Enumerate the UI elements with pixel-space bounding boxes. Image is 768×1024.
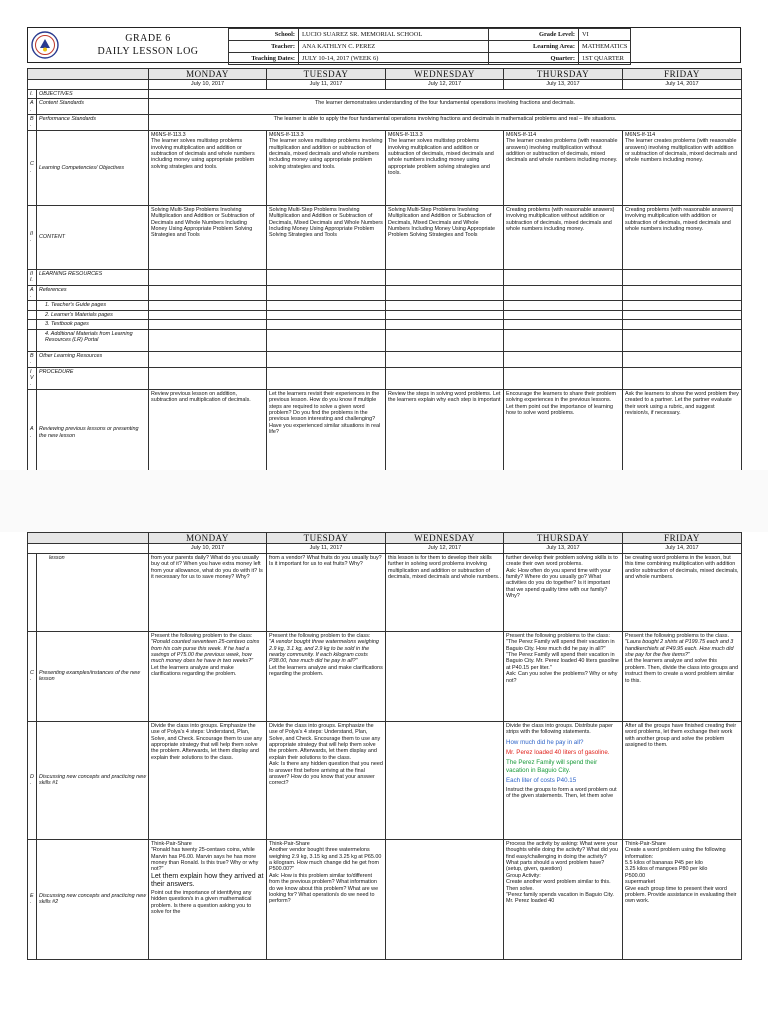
date-tuesday: July 11, 2017	[267, 544, 386, 553]
discussing-1-friday: After all the groups have finished creating their word problems, let them exchange their work with another group and solve the problem assigned to them.	[623, 721, 742, 839]
presenting-thursday: Present the following problems to the class: "The Perez Family will spend their vacation in Baguio City. How much did he pay in all?" "The Perez Family will spend their vacation in Baguio City. Mr. Perez loaded 40 liters gasoline at P40.15 per liter." Ask: Can you solve the problems? Why or why not?	[504, 631, 623, 721]
purpose-label-continued: lesson	[37, 553, 149, 631]
corner-cell	[28, 544, 149, 553]
discussing-1-monday: Divide the class into groups. Emphasize the use of Polya's 4 steps: Understand, Plan, Solve, and Check. Encourage them to use any appropriate strategy that will help them solve the problem. Afterwards, let them display and explain their solutions to the class.	[149, 721, 267, 839]
date-row	[28, 80, 742, 89]
grade-level-label: Grade Level:	[489, 29, 579, 41]
section-number: I.	[28, 89, 37, 98]
competency-thursday: M6NS-If-114 The learner creates problems (with reasonable answers) involving multiplication without addition or subtraction of decimals, mixed decimals and whole numbers including money.	[504, 130, 623, 205]
presenting-friday-intro: Present the following problems to the class.	[625, 632, 729, 639]
teaching-dates-label: Teaching Dates:	[229, 53, 299, 65]
content-monday: Solving Multi-Step Problems Involving Multiplication and Addition or Subtraction of Decimals and Whole Numbers Including Money Using Appropriate Problem Solving Strategies and Tools	[149, 205, 267, 269]
discussing-2-monday-prompt: Think-Pair-Share "Ronald has twenty 25-centavo coins, while Marvin has P6.00. Marvin says he has more money than Ronald. Is this true? Why or why not?"	[151, 840, 259, 873]
lesson-log-table-page-2	[27, 532, 742, 960]
grade-level-value: VI	[579, 29, 631, 41]
discussing-2-monday-note: Point out the importance of identifying any hidden question/s in a given mathematical problem. Is there a question asking you to solve for the	[151, 889, 252, 916]
page-gap	[0, 470, 768, 532]
day-monday: MONDAY	[149, 69, 267, 80]
content-friday: Creating problems (with reasonable answers) involving multiplication with addition or subtraction of decimals, mixed decimals and whole numbers including money.	[623, 205, 742, 269]
content-standards-text: The learner demonstrates understanding of the four fundamental operations involving fractions and decimals.	[149, 99, 742, 115]
objectives-blank	[149, 89, 742, 98]
corner-cell	[28, 533, 149, 544]
lesson-log-page-1	[0, 0, 768, 470]
presenting-wednesday	[386, 631, 504, 721]
purpose-tuesday-cont: from a vendor? What fruits do you usually buy? Is it important for us to eat fruits? Why?	[267, 553, 386, 631]
day-header-row	[28, 533, 742, 544]
grade-title: GRADE 6	[125, 33, 171, 44]
competency-monday: M6NS-If-113.3 The learner solves multistep problems involving multiplication and addition or subtraction of decimals and whole numbers including money using appropriate problem solving strategies and tools.	[149, 130, 267, 205]
header-info-table	[228, 28, 631, 65]
presenting-tuesday	[267, 631, 386, 721]
presenting-friday	[623, 631, 742, 721]
day-wednesday: WEDNESDAY	[386, 533, 504, 544]
presenting-friday-note: Let the learners analyze and solve this problem. Then, divide the class into groups and instruct them to create a word problem similar to this.	[625, 658, 739, 684]
day-monday: MONDAY	[149, 533, 267, 544]
teacher-label: Teacher:	[229, 41, 299, 53]
presenting-monday-note: Let the learners analyze and make clarifications regarding the problem.	[151, 664, 237, 678]
content-row	[28, 205, 742, 269]
date-row	[28, 544, 742, 553]
strip-question: How much did he pay in all?	[506, 738, 584, 746]
date-monday: July 10, 2017	[149, 544, 267, 553]
day-tuesday: TUESDAY	[267, 533, 386, 544]
presenting-label: Presenting examples/instances of the new lesson	[37, 631, 149, 721]
presenting-monday-intro: Present the following problem to the class:	[151, 632, 253, 639]
row-letter: C.	[28, 631, 37, 721]
learning-area-label: Learning Area:	[489, 41, 579, 53]
quarter-value: 1ST QUARTER	[579, 53, 631, 65]
row-letter: A.	[28, 99, 37, 115]
date-tuesday: July 11, 2017	[267, 80, 386, 89]
discussing-2-row	[28, 839, 742, 959]
content-wednesday: Solving Multi-Step Problems Involving Multiplication and Addition or Subtraction of Decimals, Mixed Decimals and Whole Numbers Including Money Using Appropriate Problem Solving Strategies and Tools	[386, 205, 504, 269]
procedure-label: PROCEDURE	[37, 367, 149, 389]
objectives-heading: OBJECTIVES	[37, 89, 149, 98]
discussing-2-thursday: Process the activity by asking: What were your thoughts while doing the activity? What did you find easy/challenging in doing the activity? What parts should a word problem have? (setup, given, question) Group Activity: Create another word problem similar to this. Then solve. "Perez family spends vacation in Baguio City. Mr. Perez loaded 40	[504, 839, 623, 959]
day-tuesday: TUESDAY	[267, 69, 386, 80]
performance-standards-text: The learner is able to apply the four fundamental operations involving fractions and decimals in mathematical problems and real – life situations.	[149, 115, 742, 131]
row-letter: B.	[28, 115, 37, 131]
review-tuesday: Let the learners revisit their experiences in the previous lesson. How do you know if multiple steps are required to solve a given word problem? Do you find the problems in the previous lesson interesting and challenging? Have you experienced similar situations in real life?	[267, 389, 386, 476]
log-title	[78, 32, 218, 58]
purpose-friday-cont: be creating word problems in the lesson, but this time combining multiplication with addition and/or subtraction of decimals, mixed decimals, and whole numbers.	[623, 553, 742, 631]
day-friday: FRIDAY	[623, 69, 742, 80]
presenting-tuesday-intro: Present the following problem to the class:	[269, 632, 371, 639]
presenting-tuesday-problem: "A vendor bought three watermelons weighing 2.9 kg, 3.1 kg, and 2.9 kg to be sold in the nearby community. If each kilogram costs P38.00, how much did he pay in all?"	[269, 639, 379, 665]
corner-cell	[28, 69, 149, 80]
content-tuesday: Solving Multi-Step Problems Involving Multiplication and Addition or Subtraction of Decimals, Mixed Decimals and Whole Numbers Including Money Using Appropriate Problem Solving Strategies and Tools	[267, 205, 386, 269]
learning-resources-row	[28, 269, 742, 285]
review-monday: Review previous lesson on addition, subtraction and multiplication of decimals.	[149, 389, 267, 476]
competency-wednesday: M6NS-If-113.3 The learner solves multistep problems involving multiplication and addition or subtraction of decimals, mixed decimals and whole numbers including money using appropriate problem solving strategies and tools.	[386, 130, 504, 205]
section-number: IV.	[28, 367, 37, 389]
competency-tuesday: M6NS-If-113.3 The learner solves multistep problems involving multiplication and addition or subtraction of decimals, mixed decimals and whole numbers including money using appropriate problem solving strategies and tools.	[267, 130, 386, 205]
purpose-wednesday-cont: this lesson is for them to develop their skills further in solving word problems involving multiplication and addition or subtraction of decimals, mixed decimals and whole numbers..	[386, 553, 504, 631]
performance-standards-row	[28, 115, 742, 131]
discussing-1-thursday-instruction: Instruct the groups to form a word problem out of the given statements. Then, let them solve	[506, 786, 617, 800]
discussing-1-thursday	[504, 721, 623, 839]
content-standards-row	[28, 99, 742, 115]
other-resources-row	[28, 351, 742, 367]
procedure-row	[28, 367, 742, 389]
strip-gasoline: Mr. Perez loaded 40 liters of gasoline.	[506, 748, 610, 756]
references-label: References	[37, 285, 149, 301]
strip-price: Each liter of costs P40.15	[506, 776, 577, 784]
school-value: LUCIO SUAREZ SR. MEMORIAL SCHOOL	[299, 29, 489, 41]
corner-cell	[28, 80, 149, 89]
row-letter: D.	[28, 721, 37, 839]
discussing-2-label: Discussing new concepts and practicing new skills #2	[37, 839, 149, 959]
other-resources-label: Other Learning Resources	[37, 351, 149, 367]
section-number: III.	[28, 269, 37, 285]
review-wednesday: Review the steps in solving word problems. Let the learners explain why each step is important	[386, 389, 504, 476]
discussing-1-tuesday: Divide the class into groups. Emphasize the use of Polya's 4 steps: Understand, Plan, Solve, and Check. Encourage them to use any appropriate strategy that will help them solve the problem. Afterwards, let them display and explain their solutions to the class. Ask: Is there any hidden question that you need to answer first before arriving at the final answer? How do you know that your answer correct?	[267, 721, 386, 839]
review-friday: Ask the learners to show the word problem they created to a partner. Let the partner evaluate their work using a rubric, and suggest revision/s, if necessary.	[623, 389, 742, 476]
discussing-2-monday-explain: Let them explain how they arrived at their answers.	[151, 872, 264, 889]
purpose-monday-cont: from your parents daily? What do you usually buy out of it? When you have extra money left from your allowance, what do you do with it? Is it necessary for us to save money? Why?	[149, 553, 267, 631]
purpose-thursday-cont: further develop their problem solving skills is to create their own word problems. Ask: How often do you spend time with your family? Where do you usually go? What activities do you do together? Is it important that we spend quality time with our family? Why?	[504, 553, 623, 631]
lesson-log-page-2	[0, 532, 768, 1024]
discussing-2-monday	[149, 839, 267, 959]
discussing-1-label: Discussing new concepts and practicing new skills #1	[37, 721, 149, 839]
date-monday: July 10, 2017	[149, 80, 267, 89]
day-thursday: THURSDAY	[504, 533, 623, 544]
textbook-row	[28, 320, 742, 329]
presenting-friday-problem: "Laura bought 2 shirts at P199.75 each and 3 handkerchiefs at P49.95 each. How much did she pay for the five items?"	[625, 639, 734, 659]
date-wednesday: July 12, 2017	[386, 544, 504, 553]
discussing-1-wednesday	[386, 721, 504, 839]
purpose-continued-row	[28, 553, 742, 631]
discussing-2-tuesday: Think-Pair-Share Another vendor bought three watermelons weighing 2.9 kg, 3.15 kg and 3.25 kg at P65.00 a kilogram. How much change did he get from P500.00?" Ask: How is this problem similar to/different from the previous problem? What information do we know about this problem? What are we looking for? What operation/s do we need to perform?	[267, 839, 386, 959]
date-friday: July 14, 2017	[623, 544, 742, 553]
row-letter: E.	[28, 839, 37, 959]
objectives-row	[28, 89, 742, 98]
content-standards-label: Content Standards	[37, 99, 149, 115]
teaching-dates-value: JULY 10-14, 2017 (WEEK 6)	[299, 53, 489, 65]
discussing-2-wednesday	[386, 839, 504, 959]
school-label: School:	[229, 29, 299, 41]
competencies-row	[28, 130, 742, 205]
content-thursday: Creating problems (with reasonable answers) involving multiplication without addition or subtraction of decimals, mixed decimals and whole numbers including money.	[504, 205, 623, 269]
learning-resources-label: LEARNING RESOURCES	[37, 269, 149, 285]
daily-lesson-log-title: DAILY LESSON LOG	[97, 46, 199, 57]
competencies-label: Learning Competencies/ Objectives	[37, 130, 149, 205]
date-wednesday: July 12, 2017	[386, 80, 504, 89]
row-letter: B.	[28, 351, 37, 367]
quarter-label: Quarter:	[489, 53, 579, 65]
learners-materials-label: 2. Learner's Materials pages	[37, 310, 149, 319]
performance-standards-label: Performance Standards	[37, 115, 149, 131]
textbook-label: 3. Textbook pages	[37, 320, 149, 329]
strip-vacation: The Perez Family will spend their vacation in Baguio City.	[506, 758, 598, 774]
learners-materials-row	[28, 310, 742, 319]
additional-materials-label: 4. Additional Materials from Learning Resources (LR) Portal	[37, 329, 149, 351]
review-row	[28, 389, 742, 476]
section-number: II.	[28, 205, 37, 269]
discussing-1-thursday-intro: Divide the class into groups. Distribute paper strips with the following statements.	[506, 722, 613, 736]
references-row	[28, 285, 742, 301]
row-letter: C.	[28, 130, 37, 205]
date-thursday: July 13, 2017	[504, 544, 623, 553]
content-label: CONTENT	[37, 205, 149, 269]
discussing-1-row	[28, 721, 742, 839]
row-letter: A.	[28, 285, 37, 301]
day-friday: FRIDAY	[623, 533, 742, 544]
discussing-2-friday: Think-Pair-Share Create a word problem using the following information: 5.5 kilos of bananas P45 per kilo 3.25 kilos of mangoes P80 per kilo P500.00 supermarket Give each group time to present their word problem. Provide assistance in evaluating their own work.	[623, 839, 742, 959]
learning-area-value: MATHEMATICS	[579, 41, 631, 53]
presenting-monday	[149, 631, 267, 721]
day-header-row	[28, 69, 742, 80]
deped-seal-icon	[31, 31, 59, 59]
row-letter: A.	[28, 389, 37, 476]
lesson-log-table-page-1	[27, 68, 742, 493]
presenting-row	[28, 631, 742, 721]
teachers-guide-row	[28, 301, 742, 310]
header-block	[27, 27, 741, 63]
competency-friday: M6NS-If-114 The learner creates problems (with reasonable answers) involving multiplication with addition or subtraction of decimals, mixed decimals and whole numbers including money.	[623, 130, 742, 205]
date-thursday: July 13, 2017	[504, 80, 623, 89]
presenting-tuesday-note: Let the learners analyze and make clarifications regarding the problem.	[269, 664, 383, 678]
review-thursday: Encourage the learners to share their problem solving experiences in the previous lessons. Let them point out the importance of learning how to solve word problems.	[504, 389, 623, 476]
additional-materials-row	[28, 329, 742, 351]
teachers-guide-label: 1. Teacher's Guide pages	[37, 301, 149, 310]
day-wednesday: WEDNESDAY	[386, 69, 504, 80]
date-friday: July 14, 2017	[623, 80, 742, 89]
presenting-monday-problem: "Ronald counted seventeen 25-centavo coins from his coin purse this week. If he had a savings of P75.00 the previous week, how much money does he have in two weeks?"	[151, 639, 260, 665]
day-thursday: THURSDAY	[504, 69, 623, 80]
teacher-value: ANA KATHLYN C. PEREZ	[299, 41, 489, 53]
review-label: Reviewing previous lessons or presenting the new lesson	[37, 389, 149, 476]
